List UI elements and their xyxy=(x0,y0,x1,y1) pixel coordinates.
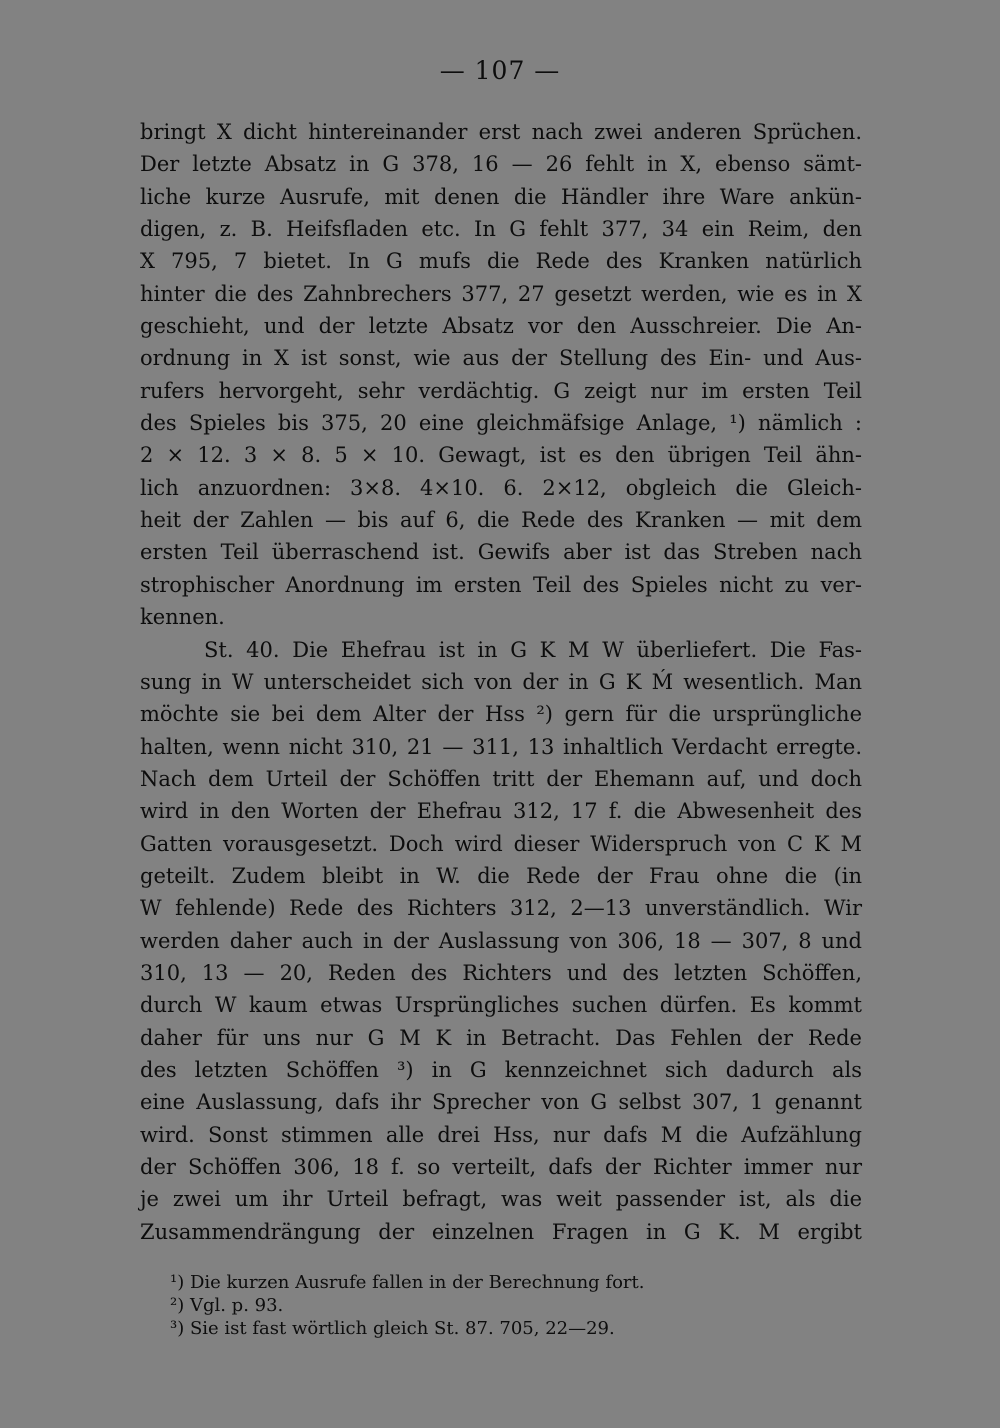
text-line: des letzten Schöffen ³) in G kennzeichnet sich dadurch als xyxy=(140,1057,862,1082)
text-line: ersten Teil überraschend ist. Gewifs aber ist das Streben nach xyxy=(140,540,862,565)
text-line: sung in W unterscheidet sich von der in G K Ḿ wesentlich. Man xyxy=(140,669,862,694)
text-line: bringt X dicht hintereinander erst nach zwei anderen Sprüchen. xyxy=(140,120,862,144)
text-line: rufers hervorgeht, sehr verdächtig. G zeigt nur im ersten Teil xyxy=(140,378,862,403)
text-line: werden daher auch in der Auslassung von 306, 18 — 307, 8 und xyxy=(140,928,862,953)
text-line: Der letzte Absatz in G 378, 16 — 26 fehlt in X, ebenso sämt- xyxy=(140,152,862,177)
footnote: ³) Sie ist fast wörtlich gleich St. 87. 705, 22—29. xyxy=(170,1318,615,1339)
text-line: wird. Sonst stimmen alle drei Hss, nur dafs M die Aufzählung xyxy=(140,1122,862,1147)
text-line: daher für uns nur G M K in Betracht. Das Fehlen der Rede xyxy=(140,1025,862,1050)
text-line: ordnung in X ist sonst, wie aus der Stellung des Ein- und Aus- xyxy=(140,346,862,371)
main-text xyxy=(140,116,862,1248)
text-line: 310, 13 — 20, Reden des Richters und des letzten Schöffen, xyxy=(140,960,862,985)
text-line: X 795, 7 bietet. In G mufs die Rede des Kranken natürlich xyxy=(140,249,862,274)
text-line: halten, wenn nicht 310, 21 — 311, 13 inhaltlich Verdacht erregte. xyxy=(140,734,862,759)
text-line: je zwei um ihr Urteil befragt, was weit passender ist, als die xyxy=(140,1187,862,1212)
text-line: Gatten vorausgesetzt. Doch wird dieser Widerspruch von C K M xyxy=(140,831,862,856)
text-line: der Schöffen 306, 18 f. so verteilt, dafs der Richter immer nur xyxy=(140,1155,862,1179)
text-line: digen, z. B. Heifsfladen etc. In G fehlt 377, 34 ein Reim, den xyxy=(140,217,862,242)
text-line: möchte sie bei dem Alter der Hss ²) gern für die ursprüngliche xyxy=(140,702,862,727)
text-line: wird in den Worten der Ehefrau 312, 17 f. die Abwesenheit des xyxy=(140,799,862,824)
text-line: heit der Zahlen — bis auf 6, die Rede des Kranken — mit dem xyxy=(140,508,862,533)
text-line: kennen. xyxy=(140,605,225,630)
text-line: Nach dem Urteil der Schöffen tritt der Ehemann auf, und doch xyxy=(140,766,862,791)
text-line: des Spieles bis 375, 20 eine gleichmäfsige Anlage, ¹) nämlich : xyxy=(140,411,862,436)
text-line: W fehlende) Rede des Richters 312, 2—13 unverständlich. Wir xyxy=(140,896,862,921)
text-line: geteilt. Zudem bleibt in W. die Rede der Frau ohne die (in xyxy=(140,863,862,888)
page-number: — 107 — xyxy=(439,56,561,85)
text-line: 2 × 12. 3 × 8. 5 × 10. Gewagt, ist es den übrigen Teil ähn- xyxy=(140,443,862,468)
text-line: geschieht, und der letzte Absatz vor den Ausschreier. Die An- xyxy=(140,314,862,339)
text-line: Zusammendrängung der einzelnen Fragen in G K. M ergibt xyxy=(140,1219,862,1244)
footnote: ²) Vgl. p. 93. xyxy=(170,1295,284,1316)
text-line: eine Auslassung, dafs ihr Sprecher von G selbst 307, 1 genannt xyxy=(140,1090,862,1115)
text-line: St. 40. Die Ehefrau ist in G K M W überliefert. Die Fas- xyxy=(204,637,862,662)
footnote: ¹) Die kurzen Ausrufe fallen in der Berechnung fort. xyxy=(170,1272,645,1293)
text-line: hinter die des Zahnbrechers 377, 27 gesetzt werden, wie es in X xyxy=(140,281,862,306)
text-line: durch W kaum etwas Ursprüngliches suchen dürfen. Es kommt xyxy=(140,993,862,1018)
text-line: lich anzuordnen: 3×8. 4×10. 6. 2×12, obgleich die Gleich- xyxy=(140,475,862,500)
text-line: strophischer Anordnung im ersten Teil des Spieles nicht zu ver- xyxy=(140,572,862,597)
text-line: liche kurze Ausrufe, mit denen die Händler ihre Ware ankün- xyxy=(140,184,862,209)
footnotes xyxy=(170,1271,730,1340)
